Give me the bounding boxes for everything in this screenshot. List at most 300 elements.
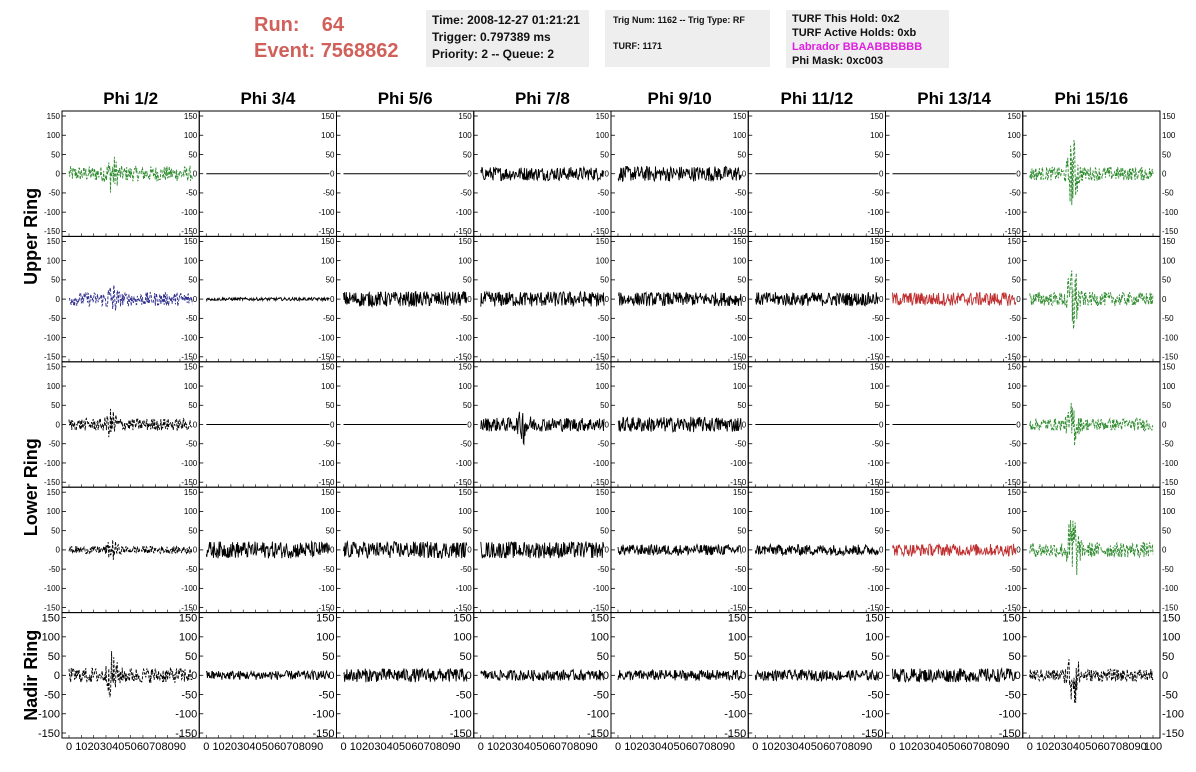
- ytick-label-r4-c1-1: 100: [46, 507, 60, 517]
- ytick-label-r5-c4-2: 50: [459, 650, 472, 663]
- ytick-label-r2-c2-2: 50: [188, 275, 198, 285]
- ytick-label-r4-c2-3: 0: [192, 545, 198, 555]
- trace-r5-c3: [344, 669, 467, 683]
- ytick-label-r3-c1-2: 50: [51, 401, 60, 411]
- ytick-label-r2-c7-3: 0: [879, 294, 884, 304]
- ytick-label-r1-c5-0: 150: [595, 111, 609, 121]
- xtick-label-c6-7: 70: [835, 741, 848, 753]
- ytick-label-r4-c7-1: 100: [870, 507, 884, 517]
- ytick-label-r4-c3-5: -100: [318, 584, 335, 594]
- xtick-label-c4-6: 60: [548, 741, 561, 753]
- ytick-label-r4-c4-6: -150: [455, 603, 472, 613]
- ytick-label-right-r2-4: -50: [1162, 314, 1174, 324]
- ytick-label-r2-c3-6: -150: [318, 352, 335, 362]
- phi-mask-text: Phi Mask: 0xc003: [792, 55, 884, 67]
- ytick-label-r3-c4-0: 150: [458, 362, 472, 372]
- ytick-label-r1-c6-4: -50: [734, 188, 747, 198]
- ytick-label-r3-c8-3: 0: [1016, 420, 1021, 430]
- ytick-label-r2-c4-2: 50: [462, 275, 472, 285]
- ytick-label-r5-c8-5: -100: [998, 708, 1021, 721]
- ytick-label-r5-c6-4: -50: [730, 689, 747, 702]
- ytick-label-r2-c8-0: 150: [1007, 237, 1021, 247]
- trace-r3-c1: [69, 409, 192, 437]
- ytick-label-r4-c1-2: 50: [51, 526, 60, 536]
- ytick-label-r2-c6-4: -50: [734, 314, 747, 324]
- xtick-label-c1-4: 40: [112, 741, 125, 753]
- ytick-label-r3-c7-4: -50: [871, 439, 884, 449]
- ytick-label-r4-c2-1: 100: [183, 507, 198, 517]
- ytick-label-r1-c1-1: 100: [46, 131, 60, 141]
- ytick-label-r5-c6-0: 150: [727, 612, 747, 625]
- ytick-label-r5-c8-3: 0: [1014, 670, 1021, 683]
- ytick-label-r5-c5-2: 50: [596, 650, 609, 663]
- ytick-label-right-r5-5: -100: [1162, 708, 1185, 721]
- xtick-label-c1-3: 30: [99, 741, 113, 753]
- xtick-label-c3-7: 70: [423, 741, 436, 753]
- xtick-label-c8-0: 0: [1026, 741, 1033, 753]
- ytick-label-right-r4-2: 50: [1162, 526, 1171, 536]
- xtick-label-c6-0: 0: [752, 741, 759, 753]
- ytick-label-r3-c4-1: 100: [458, 381, 472, 391]
- ytick-label-r2-c6-0: 150: [732, 237, 747, 247]
- ytick-label-r3-c5-0: 150: [595, 362, 609, 372]
- ytick-label-right-r2-0: 150: [1162, 237, 1176, 247]
- ytick-label-r4-c5-2: 50: [600, 526, 609, 536]
- ytick-label-r1-c4-6: -150: [455, 227, 472, 237]
- ytick-label-r5-c2-0: 150: [178, 612, 198, 625]
- ytick-label-r2-c5-2: 50: [600, 275, 609, 285]
- ytick-label-r1-c4-3: 0: [467, 169, 472, 179]
- ytick-label-r3-c7-6: -150: [867, 478, 884, 487]
- trace-r2-c8: [1030, 271, 1153, 329]
- ytick-label-r1-c2-0: 150: [183, 111, 198, 121]
- ytick-label-r2-c1-3: 0: [55, 294, 60, 304]
- xtick-label-c1-5: 50: [124, 741, 137, 753]
- ytick-label-r2-c3-2: 50: [325, 275, 335, 285]
- ytick-label-r5-c3-6: -150: [312, 727, 335, 740]
- ytick-label-r4-c6-4: -50: [734, 564, 747, 574]
- ytick-label-r2-c2-4: -50: [185, 314, 198, 324]
- xtick-label-c8-9: 90: [1134, 741, 1147, 753]
- ytick-label-r5-c1-4: -50: [44, 689, 60, 702]
- ytick-label-r1-c1-4: -50: [48, 188, 60, 198]
- ytick-label-r4-c4-2: 50: [462, 526, 472, 536]
- ytick-label-right-r1-5: -100: [1162, 207, 1179, 217]
- xtick-label-c8-7: 70: [1109, 741, 1123, 753]
- xtick-label-c3-9: 90: [448, 741, 461, 753]
- turf-this-hold-text: TURF This Hold: 0x2: [792, 13, 900, 25]
- ring-label-2: Lower Ring: [21, 438, 41, 537]
- trace-r4-c6: [755, 545, 878, 556]
- ytick-label-r3-c4-2: 50: [462, 401, 472, 411]
- ytick-label-r2-c1-6: -150: [43, 352, 60, 362]
- ytick-label-r2-c3-1: 100: [321, 256, 335, 266]
- ytick-label-r2-c7-6: -150: [867, 352, 884, 362]
- ytick-label-r3-c8-4: -50: [1009, 439, 1021, 449]
- ytick-label-r3-c8-5: -100: [1004, 458, 1021, 468]
- xtick-label-c7-6: 60: [960, 741, 973, 753]
- turf-active-holds-text: TURF Active Holds: 0xb: [792, 27, 917, 39]
- ytick-label-r3-c2-5: -100: [181, 458, 198, 468]
- ytick-label-r3-c6-5: -100: [730, 458, 747, 468]
- xtick-label-c8-1: 10: [1035, 741, 1049, 753]
- ytick-label-r2-c6-5: -100: [730, 333, 747, 343]
- ytick-label-r4-c6-3: 0: [741, 545, 747, 555]
- trace-r4-c8: [1030, 520, 1153, 575]
- ytick-label-r1-c7-6: -150: [867, 227, 884, 237]
- ytick-label-r3-c3-6: -150: [318, 478, 335, 487]
- ytick-label-right-r1-3: 0: [1162, 169, 1167, 179]
- ytick-label-r3-c3-1: 100: [321, 381, 335, 391]
- xtick-label-c8-8: 80: [1122, 741, 1135, 753]
- ytick-label-r5-c3-4: -50: [318, 689, 335, 702]
- ytick-label-r5-c7-6: -150: [861, 727, 884, 740]
- xtick-label-c6-2: 20: [773, 741, 787, 753]
- ytick-label-r3-c6-2: 50: [737, 401, 747, 411]
- xtick-label-c8-5: 50: [1085, 741, 1098, 753]
- ytick-label-r2-c4-3: 0: [467, 294, 472, 304]
- xtick-label-c7-3: 30: [923, 741, 936, 753]
- ytick-label-r2-c1-4: -50: [48, 314, 60, 324]
- xtick-label-c2-5: 50: [261, 741, 274, 753]
- trace-r2-c4: [481, 292, 604, 307]
- ytick-label-r1-c1-0: 150: [46, 111, 60, 121]
- xtick-label-c6-3: 30: [786, 741, 799, 753]
- ytick-label-r2-c5-0: 150: [595, 237, 609, 247]
- ytick-label-r4-c1-6: -150: [43, 603, 60, 613]
- ytick-label-right-r5-4: -50: [1162, 689, 1178, 702]
- ytick-label-r4-c6-6: -150: [730, 603, 747, 613]
- ytick-label-r3-c4-4: -50: [460, 439, 472, 449]
- ytick-label-r2-c2-5: -100: [181, 333, 198, 343]
- ytick-label-r5-c4-0: 150: [453, 612, 472, 625]
- ytick-label-r3-c8-2: 50: [1011, 401, 1021, 411]
- ytick-label-r2-c7-5: -100: [867, 333, 884, 343]
- ytick-label-r5-c1-3: 0: [53, 670, 60, 683]
- ytick-label-r5-c2-6: -150: [175, 727, 198, 740]
- ytick-label-right-r5-3: 0: [1162, 670, 1169, 683]
- xtick-label-c2-8: 80: [298, 741, 311, 753]
- ytick-label-right-r2-6: -150: [1162, 352, 1179, 362]
- ytick-label-r5-c4-5: -100: [449, 708, 472, 721]
- ytick-label-right-r2-5: -100: [1162, 333, 1179, 343]
- ytick-label-right-r4-6: -150: [1162, 603, 1179, 613]
- ytick-label-r2-c4-5: -100: [455, 333, 472, 343]
- ytick-label-r3-c2-0: 150: [183, 362, 198, 372]
- ytick-label-r1-c8-6: -150: [1004, 227, 1021, 237]
- xtick-label-c8-6: 60: [1097, 741, 1110, 753]
- xtick-label-c6-4: 40: [798, 741, 811, 753]
- ytick-label-right-r1-6: -150: [1162, 227, 1179, 237]
- ytick-label-r1-c5-1: 100: [595, 131, 609, 141]
- ytick-label-r4-c4-5: -100: [455, 584, 472, 594]
- ytick-label-r3-c1-5: -100: [43, 458, 60, 468]
- xtick-label-c7-0: 0: [889, 741, 896, 753]
- ytick-label-r2-c2-1: 100: [183, 256, 198, 266]
- ytick-label-r1-c7-0: 150: [870, 111, 884, 121]
- ytick-label-r2-c7-4: -50: [871, 314, 884, 324]
- ytick-label-right-r3-1: 100: [1162, 381, 1176, 391]
- ytick-label-r4-c4-4: -50: [460, 564, 472, 574]
- trace-r4-c1: [69, 540, 192, 560]
- ytick-label-r5-c3-2: 50: [322, 650, 335, 663]
- ytick-label-r3-c6-0: 150: [732, 362, 747, 372]
- column-header-4: Phi 7/8: [514, 89, 570, 108]
- xtick-label-c6-9: 90: [860, 741, 873, 753]
- ytick-label-r1-c5-2: 50: [600, 150, 609, 160]
- ytick-label-r5-c7-5: -100: [861, 708, 884, 721]
- ytick-label-r3-c5-5: -100: [592, 458, 609, 468]
- ytick-label-r1-c1-6: -150: [43, 227, 60, 237]
- xtick-label-c7-2: 20: [911, 741, 924, 753]
- ytick-label-right-r4-4: -50: [1162, 564, 1174, 574]
- trace-r4-c2: [206, 542, 329, 559]
- ytick-label-r1-c6-3: 0: [741, 169, 747, 179]
- column-header-5: Phi 9/10: [647, 89, 712, 108]
- xtick-label-c1-9: 90: [173, 741, 187, 753]
- xtick-label-c1-2: 20: [87, 741, 100, 753]
- ytick-label-r5-c1-1: 100: [41, 631, 60, 644]
- xtick-label-c4-7: 70: [560, 741, 574, 753]
- ytick-label-r2-c5-4: -50: [597, 314, 609, 324]
- ytick-label-r2-c5-5: -100: [592, 333, 609, 343]
- trace-r1-c8: [1030, 140, 1153, 205]
- ytick-label-right-r2-1: 100: [1162, 256, 1176, 266]
- trace-r4-c4: [481, 542, 604, 559]
- xtick-label-c7-5: 50: [948, 741, 961, 753]
- ytick-label-r3-c8-6: -150: [1004, 478, 1021, 487]
- ytick-label-r4-c5-6: -150: [592, 603, 609, 613]
- ytick-label-r1-c3-5: -100: [318, 207, 335, 217]
- xtick-label-c7-9: 90: [997, 741, 1010, 753]
- column-header-6: Phi 11/12: [780, 89, 854, 108]
- ytick-label-r5-c8-0: 150: [1002, 612, 1021, 625]
- ytick-label-r4-c3-6: -150: [318, 603, 335, 613]
- ytick-label-r2-c8-2: 50: [1011, 275, 1021, 285]
- ytick-label-right-r2-3: 0: [1162, 294, 1167, 304]
- ytick-label-r5-c8-4: -50: [1004, 689, 1021, 702]
- ytick-label-r1-c5-3: 0: [604, 169, 609, 179]
- ytick-label-r1-c4-4: -50: [460, 188, 472, 198]
- ytick-label-r2-c4-4: -50: [460, 314, 472, 324]
- ytick-label-r1-c8-0: 150: [1007, 111, 1021, 121]
- column-header-1: Phi 1/2: [103, 89, 159, 108]
- ytick-label-r2-c1-1: 100: [46, 256, 60, 266]
- event-label: Event:: [254, 40, 316, 62]
- ytick-label-r5-c6-2: 50: [734, 650, 747, 663]
- ytick-label-r4-c3-3: 0: [330, 545, 335, 555]
- trace-r5-c5: [618, 670, 741, 681]
- xtick-label-c7-7: 70: [972, 741, 985, 753]
- ytick-label-r1-c1-3: 0: [55, 169, 60, 179]
- ytick-label-right-r3-2: 50: [1162, 401, 1171, 411]
- ytick-label-r3-c4-5: -100: [455, 458, 472, 468]
- ytick-label-r5-c6-6: -150: [724, 727, 747, 740]
- ytick-label-r1-c3-0: 150: [321, 111, 335, 121]
- ytick-label-r1-c5-5: -100: [592, 207, 609, 217]
- ytick-label-r2-c8-1: 100: [1007, 256, 1021, 266]
- ytick-label-r5-c2-4: -50: [181, 689, 198, 702]
- ytick-label-r3-c1-1: 100: [46, 381, 60, 391]
- ytick-label-r4-c7-3: 0: [879, 545, 884, 555]
- xtick-label-c8-10: 100: [1143, 741, 1163, 753]
- ytick-label-r1-c1-2: 50: [51, 150, 60, 160]
- ytick-label-r2-c6-1: 100: [732, 256, 747, 266]
- ytick-label-r3-c6-4: -50: [734, 439, 747, 449]
- ytick-label-r2-c7-1: 100: [870, 256, 884, 266]
- xtick-label-c5-3: 30: [648, 741, 662, 753]
- ytick-label-r2-c8-4: -50: [1009, 314, 1021, 324]
- column-header-2: Phi 3/4: [240, 89, 296, 108]
- ytick-label-r3-c7-1: 100: [870, 381, 884, 391]
- trigger-text: Trigger: 0.797389 ms: [432, 30, 551, 44]
- ytick-label-right-r5-0: 150: [1162, 612, 1181, 625]
- ytick-label-r3-c8-0: 150: [1007, 362, 1021, 372]
- ytick-label-r4-c2-4: -50: [185, 564, 198, 574]
- ytick-label-r5-c7-2: 50: [871, 650, 884, 663]
- ytick-label-r3-c3-0: 150: [321, 362, 335, 372]
- trace-r2-c5: [618, 292, 741, 306]
- ytick-label-r3-c6-1: 100: [732, 381, 747, 391]
- xtick-label-c4-2: 20: [499, 741, 512, 753]
- ytick-label-r3-c3-5: -100: [318, 458, 335, 468]
- ytick-label-right-r3-6: -150: [1162, 478, 1179, 487]
- ytick-label-r5-c4-4: -50: [455, 689, 472, 702]
- trace-r5-c6: [755, 670, 878, 681]
- ytick-label-r1-c6-2: 50: [737, 150, 747, 160]
- trig-num-text: Trig Num: 1162 -- Trig Type: RF: [613, 15, 745, 25]
- ytick-label-r2-c3-0: 150: [321, 237, 335, 247]
- ytick-label-r4-c6-0: 150: [732, 488, 747, 497]
- ytick-label-r1-c5-4: -50: [597, 188, 609, 198]
- ytick-label-r5-c8-6: -150: [998, 727, 1021, 740]
- ytick-label-r5-c8-2: 50: [1008, 650, 1021, 663]
- xtick-label-c5-2: 20: [636, 741, 649, 753]
- labrador-text: Labrador BBAABBBBBB: [792, 41, 923, 53]
- xtick-label-c5-7: 70: [698, 741, 711, 753]
- ytick-label-r2-c2-3: 0: [192, 294, 198, 304]
- column-header-7: Phi 13/14: [917, 89, 991, 108]
- ytick-label-r5-c1-2: 50: [47, 650, 60, 663]
- ytick-label-r5-c6-3: 0: [740, 670, 747, 683]
- xtick-label-c2-6: 60: [274, 741, 287, 753]
- ytick-label-r1-c2-4: -50: [185, 188, 198, 198]
- ytick-label-r3-c6-6: -150: [730, 478, 747, 487]
- trace-r3-c5: [618, 417, 741, 432]
- ytick-label-r4-c3-2: 50: [325, 526, 335, 536]
- ytick-label-r4-c2-6: -150: [181, 603, 198, 613]
- ytick-label-r3-c2-1: 100: [183, 381, 198, 391]
- trace-r4-c7: [893, 544, 1016, 556]
- xtick-label-c1-0: 0: [65, 741, 73, 753]
- ytick-label-r2-c5-3: 0: [604, 294, 609, 304]
- ytick-label-r4-c3-0: 150: [321, 488, 335, 497]
- xtick-label-c5-8: 80: [710, 741, 723, 753]
- ytick-label-r5-c4-6: -150: [449, 727, 472, 740]
- ytick-label-right-r1-2: 50: [1162, 150, 1171, 160]
- trace-r5-c4: [481, 670, 604, 681]
- xtick-label-c2-7: 70: [286, 741, 299, 753]
- xtick-label-c4-3: 30: [511, 741, 524, 753]
- ytick-label-r2-c7-2: 50: [874, 275, 884, 285]
- ytick-label-r3-c5-1: 100: [595, 381, 609, 391]
- ytick-label-r4-c5-0: 150: [595, 488, 609, 497]
- ytick-label-r1-c7-1: 100: [870, 131, 884, 141]
- ytick-label-r4-c6-5: -100: [730, 584, 747, 594]
- ytick-label-r1-c6-5: -100: [730, 207, 747, 217]
- ytick-label-r1-c3-6: -150: [318, 227, 335, 237]
- ring-label-1: Upper Ring: [21, 187, 41, 285]
- xtick-label-c4-9: 90: [585, 741, 598, 753]
- ytick-label-r5-c2-1: 100: [178, 631, 198, 644]
- ytick-label-r2-c3-5: -100: [318, 333, 335, 343]
- ytick-label-r1-c8-1: 100: [1007, 131, 1021, 141]
- ytick-label-r5-c3-5: -100: [312, 708, 335, 721]
- xtick-label-c8-4: 40: [1072, 741, 1086, 753]
- ytick-label-right-r2-2: 50: [1162, 275, 1171, 285]
- trace-r1-c4: [481, 167, 604, 181]
- xtick-label-c6-5: 50: [810, 741, 823, 753]
- priority-text: Priority: 2 -- Queue: 2: [432, 47, 555, 61]
- trace-r4-c5: [618, 545, 741, 556]
- ytick-label-r4-c4-3: 0: [467, 545, 472, 555]
- ytick-label-r5-c6-5: -100: [724, 708, 747, 721]
- ytick-label-r4-c7-0: 150: [870, 488, 884, 497]
- ytick-label-r1-c4-5: -100: [455, 207, 472, 217]
- ytick-label-r5-c5-4: -50: [593, 689, 609, 702]
- xtick-label-c3-3: 30: [374, 741, 387, 753]
- xtick-label-c5-9: 90: [722, 741, 736, 753]
- ytick-label-right-r4-5: -100: [1162, 584, 1179, 594]
- ytick-label-r1-c2-5: -100: [181, 207, 198, 217]
- ytick-label-r4-c6-1: 100: [732, 507, 747, 517]
- ring-label-3: Nadir Ring: [21, 629, 41, 721]
- ytick-label-r5-c8-1: 100: [1002, 631, 1021, 644]
- ytick-label-r4-c2-5: -100: [181, 584, 198, 594]
- ytick-label-r5-c4-1: 100: [453, 631, 472, 644]
- ytick-label-r4-c8-5: -100: [1004, 584, 1021, 594]
- ytick-label-r1-c1-5: -100: [43, 207, 60, 217]
- ytick-label-r4-c3-4: -50: [322, 564, 335, 574]
- ytick-label-r5-c7-0: 150: [865, 612, 884, 625]
- ytick-label-r1-c4-0: 150: [458, 111, 472, 121]
- ytick-label-r3-c5-6: -150: [592, 478, 609, 487]
- ytick-label-r2-c6-2: 50: [737, 275, 747, 285]
- ytick-label-right-r5-1: 100: [1162, 631, 1181, 644]
- ytick-label-r4-c8-1: 100: [1007, 507, 1021, 517]
- ytick-label-r1-c8-2: 50: [1011, 150, 1021, 160]
- ytick-label-r1-c8-4: -50: [1009, 188, 1021, 198]
- turf-text: TURF: 1171: [613, 41, 663, 51]
- xtick-label-c8-2: 20: [1048, 741, 1061, 753]
- xtick-label-c5-6: 60: [685, 741, 699, 753]
- ytick-label-r1-c7-4: -50: [871, 188, 884, 198]
- ytick-label-r4-c5-4: -50: [597, 564, 609, 574]
- xtick-label-c1-6: 60: [136, 741, 150, 753]
- ytick-label-r2-c2-6: -150: [181, 352, 198, 362]
- xtick-label-c5-0: 0: [614, 741, 622, 753]
- xtick-label-c3-6: 60: [411, 741, 424, 753]
- ytick-label-r1-c8-5: -100: [1004, 207, 1021, 217]
- xtick-label-c2-1: 10: [212, 741, 225, 753]
- ytick-label-r3-c5-3: 0: [604, 420, 609, 430]
- ytick-label-r4-c8-3: 0: [1016, 545, 1021, 555]
- ytick-label-r2-c3-4: -50: [322, 314, 335, 324]
- ytick-label-right-r3-5: -100: [1162, 458, 1179, 468]
- ytick-label-right-r1-0: 150: [1162, 111, 1176, 121]
- ytick-label-r3-c2-2: 50: [188, 401, 198, 411]
- run-label: Run:: [254, 14, 300, 36]
